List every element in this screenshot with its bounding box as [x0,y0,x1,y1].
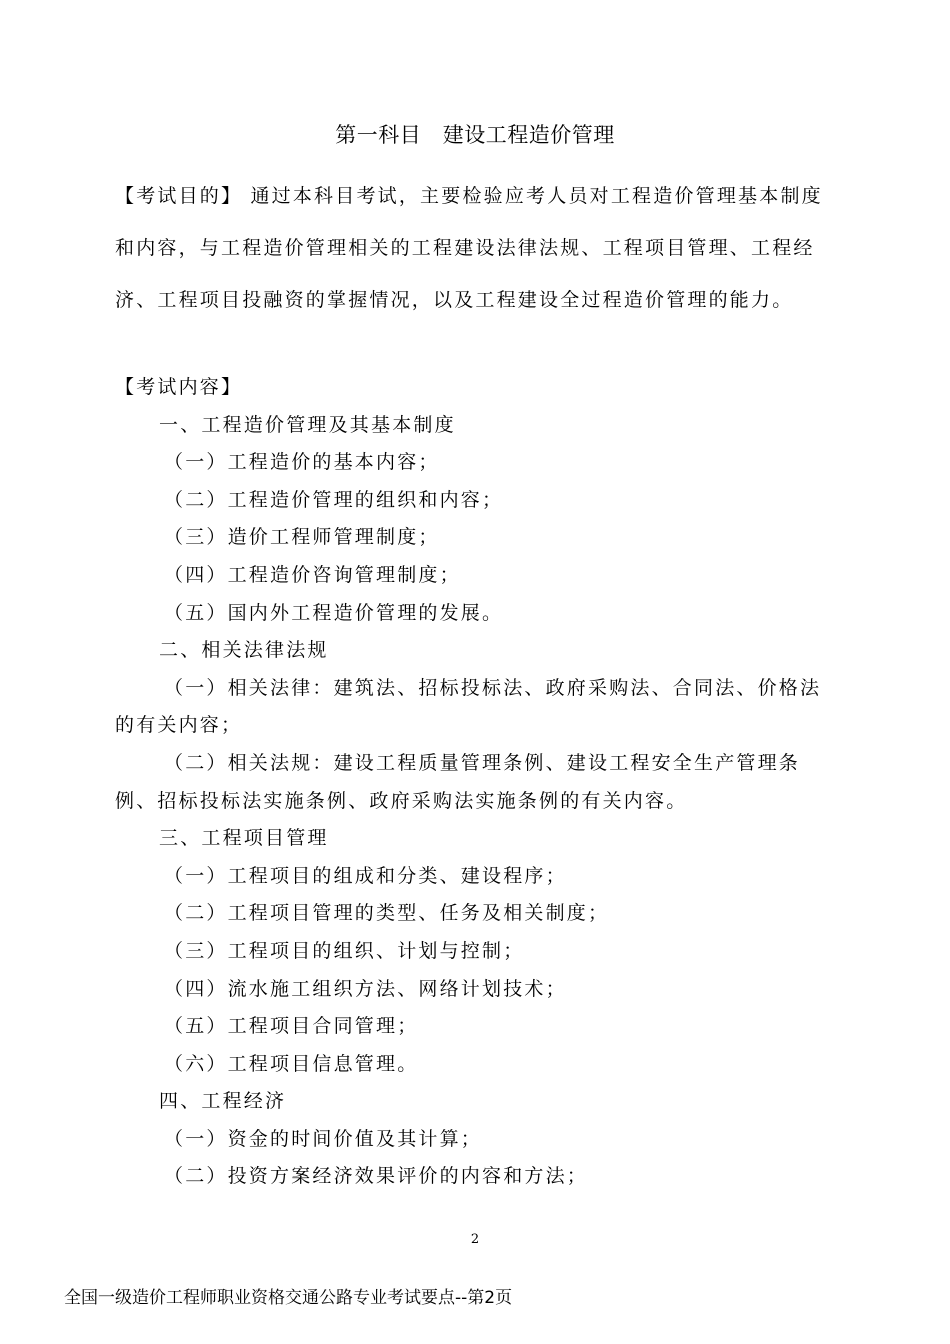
exam-content-heading: 【考试内容】 [115,376,243,398]
section-heading: 三、工程项目管理 [159,827,329,850]
section-heading: 四、工程经济 [159,1090,287,1113]
list-item: （一）工程项目的组成和分类、建设程序； [164,864,567,887]
exam-content-section [115,369,837,1196]
list-item: （六）工程项目信息管理。 [164,1052,419,1075]
list-item: （三）造价工程师管理制度； [164,526,440,549]
list-item: （二）工程项目管理的类型、任务及相关制度； [164,902,610,925]
exam-purpose-paragraph: 【考试目的】 通过本科目考试，主要检验应考人员对工程造价管理基本制度和内容，与工程造价管理相关的工程建设法律法规、工程项目管理、工程经济、工程项目投融资的掌握情况，以及工程建设全过程造价管理的能力。 [115,185,823,311]
list-item: （一）工程造价的基本内容； [164,451,440,474]
page-number: 2 [470,1232,480,1247]
list-item: （五）工程项目合同管理； [164,1015,419,1038]
list-item: （三）工程项目的组织、计划与控制； [164,939,525,962]
list-item: （一）资金的时间价值及其计算； [164,1127,483,1150]
list-item: （二）相关法规：建设工程质量管理条例、建设工程安全生产管理条例、招标投标法实施条例、政府采购法实施条例的有关内容。 [115,751,801,812]
list-item: （五）国内外工程造价管理的发展。 [164,601,504,624]
section-heading: 一、工程造价管理及其基本制度 [159,413,456,436]
section-heading: 二、相关法律法规 [159,639,329,662]
list-item: （四）流水施工组织方法、网络计划技术； [164,977,567,1000]
list-item: （一）相关法律：建筑法、招标投标法、政府采购法、合同法、价格法的有关内容； [115,676,822,737]
document-title: 第一科目 建设工程造价管理 [335,123,615,147]
list-item: （四）工程造价咨询管理制度； [164,563,461,586]
footer-text: 全国一级造价工程师职业资格交通公路专业考试要点--第2页 [64,1288,513,1308]
list-item: （二）工程造价管理的组织和内容； [164,488,504,511]
list-item: （二）投资方案经济效果评价的内容和方法； [164,1165,589,1188]
